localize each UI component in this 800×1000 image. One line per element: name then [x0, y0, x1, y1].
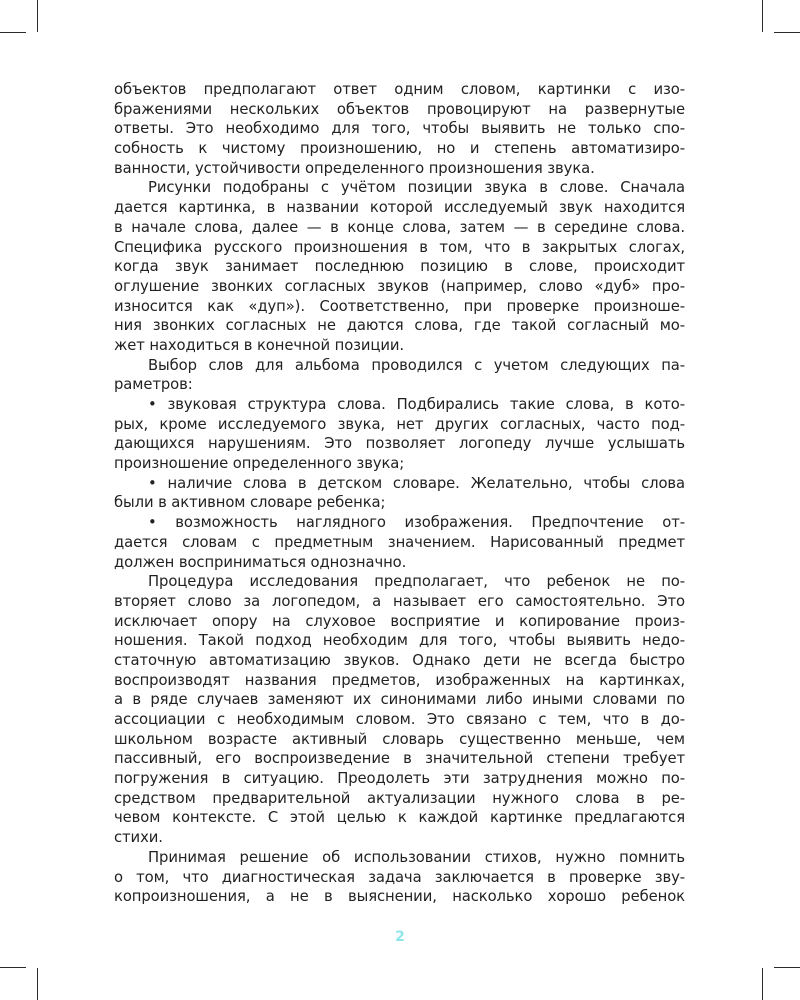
- text-line: дается картинка, в названии которой исследуемый звук находится: [114, 199, 685, 217]
- crop-mark-top-right-vertical: [762, 0, 763, 32]
- text-line: копроизношения, а не в выяснении, насколько хорошо ребенок: [114, 888, 685, 906]
- crop-mark-bottom-right-horizontal: [774, 967, 800, 968]
- text-line: раметров:: [114, 376, 193, 394]
- bullet-line: • звуковая структура слова. Подбирались такие слова, в кото-: [148, 396, 685, 413]
- bullet-line: • возможность наглядного изображения. Предпочтение от-: [148, 514, 685, 532]
- text-line: должен восприниматься однозначно.: [114, 553, 407, 571]
- text-line: жет находиться в конечной позиции.: [114, 336, 405, 354]
- text-line: вторяет слово за логопедом, а называет его самостоятельно. Это: [114, 592, 685, 610]
- text-line: когда звук занимает последнюю позицию в слове, происходит: [114, 258, 685, 276]
- text-line: рых, кроме исследуемого звука, нет других согласных, часто под-: [114, 415, 685, 433]
- text-line: объектов предполагают ответ одним словом, картинки с изо-: [114, 81, 685, 98]
- crop-mark-top-left-vertical: [37, 0, 38, 32]
- text-line: произношение определенного звука;: [114, 455, 405, 473]
- text-line: Процедура исследования предполагает, что ребенок не по-: [148, 573, 685, 591]
- text-line: ванности, устойчивости определенного произношения звука.: [114, 159, 595, 177]
- text-line: погружения в ситуацию. Преодолеть эти затруднения можно по-: [114, 770, 685, 788]
- crop-mark-top-right-horizontal: [774, 32, 800, 33]
- text-line: собность к чистому произношению, но и степень автоматизиро-: [114, 140, 685, 158]
- text-line: оглушение звонких согласных звуков (например, слово «дуб» про-: [114, 277, 685, 295]
- text-line: воспроизводят названия предметов, изображенных на картинках,: [114, 671, 685, 689]
- text-line: Рисунки подобраны с учётом позиции звука в слове. Сначала: [148, 179, 685, 197]
- text-line: исключает опору на слуховое восприятие и копирование произ-: [114, 612, 685, 630]
- text-line: пассивный, его воспроизведение в значительной степени требует: [114, 750, 685, 768]
- text-line: а в ряде случаев заменяют их синонимами либо иными словами по: [114, 691, 685, 709]
- text-line: в начале слова, далее — в конце слова, затем — в середине слова.: [114, 218, 685, 236]
- text-line: школьном возрасте активный словарь существенно меньше, чем: [114, 730, 685, 748]
- text-line: были в активном словаре ребенка;: [114, 494, 386, 512]
- text-line: ассоциации с необходимым словом. Это связано с тем, что в до-: [114, 711, 685, 728]
- text-line: дается словам с предметным значением. Нарисованный предмет: [114, 533, 685, 551]
- text-line: статочную автоматизацию звуков. Однако дети не всегда быстро: [114, 651, 685, 669]
- crop-mark-bottom-right-vertical: [762, 968, 763, 1000]
- text-line: стихи.: [114, 829, 163, 847]
- text-line: ния звонких согласных не даются слова, где такой согласный мо-: [114, 317, 685, 335]
- crop-mark-bottom-left-vertical: [37, 968, 38, 1000]
- text-line: Специфика русского произношения в том, что в закрытых слогах,: [114, 238, 685, 256]
- text-line: ответы. Это необходимо для того, чтобы выявить не только спо-: [114, 120, 685, 138]
- page-number: 2: [395, 929, 405, 945]
- bullet-line: • наличие слова в детском словаре. Желательно, чтобы слова: [148, 474, 685, 492]
- text-line: Выбор слов для альбома проводился с учетом следующих па-: [148, 356, 685, 374]
- text-line: бражениями нескольких объектов провоцируют на развернутые: [114, 100, 685, 118]
- text-line: Принимая решение об использовании стихов, нужно помнить: [148, 848, 685, 866]
- text-line: ношения. Такой подход необходим для того, чтобы выявить недо-: [114, 632, 685, 650]
- crop-mark-bottom-left-horizontal: [0, 967, 26, 968]
- text-line: о том, что диагностическая задача заключается в проверке зву-: [114, 868, 685, 886]
- body-text: [114, 80, 685, 907]
- text-line: средством предварительной актуализации нужного слова в ре-: [114, 789, 685, 807]
- text-line: чевом контексте. С этой целью к каждой картинке предлагаются: [114, 809, 685, 827]
- crop-mark-top-left-horizontal: [0, 32, 26, 33]
- text-line: износится как «дуп»). Соответственно, при проверке произноше-: [114, 297, 685, 315]
- text-line: дающихся нарушениям. Это позволяет логопеду лучше услышать: [114, 435, 685, 453]
